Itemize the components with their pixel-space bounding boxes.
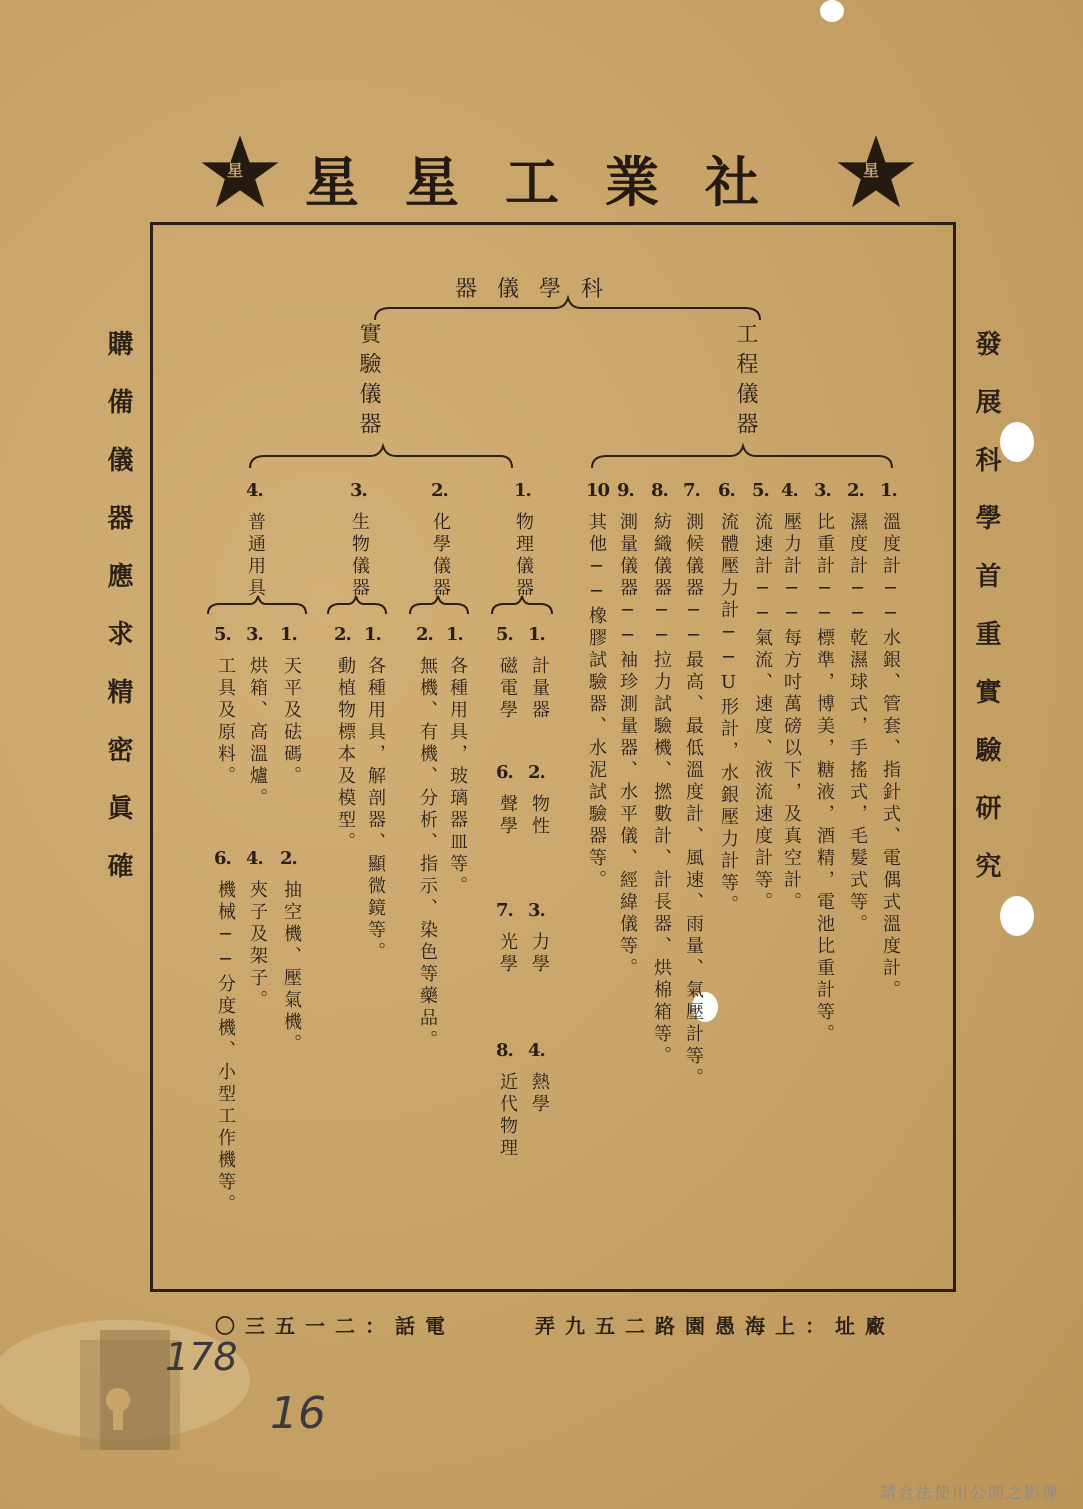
biology-item-text: 各種用具，解剖器、顯微鏡等。 xyxy=(365,656,386,964)
general-item-number: 1. xyxy=(280,624,297,645)
eng-item-text: 流體壓力計──U形計，水銀壓力計等。 xyxy=(718,512,739,917)
eng-item-number: 7. xyxy=(683,480,700,501)
star-logo-left: 星 xyxy=(200,132,280,212)
eng-item-text: 溫度計──水銀、管套、指針式、電偶式溫度計。 xyxy=(880,512,901,1002)
chemistry-item-text: 無機、有機、分析、指示、染色等藥品。 xyxy=(417,656,438,1052)
root-category: 科學儀器 xyxy=(455,277,624,302)
general-item-number: 4. xyxy=(246,848,263,869)
general-item-number: 5. xyxy=(214,624,231,645)
physics-item-number: 7. xyxy=(496,900,513,921)
eng-item-number: 1. xyxy=(880,480,897,501)
chemistry-item-number: 2. xyxy=(416,624,433,645)
chemistry-item-text: 各種用具，玻璃器皿等。 xyxy=(447,656,468,898)
eng-item-number: 2. xyxy=(847,480,864,501)
biology-item-number: 1. xyxy=(364,624,381,645)
general-item-text: 機械──分度機、小型工作機等。 xyxy=(215,880,236,1216)
category-number: 3. xyxy=(350,480,367,501)
star-logo-right: 星 xyxy=(836,132,916,212)
physics-item-text: 磁電學 xyxy=(497,656,518,722)
eng-item-text: 測候儀器──最高、最低溫度計、風速、雨量、氣壓計等。 xyxy=(683,512,704,1090)
general-item-text: 工具及原料。 xyxy=(215,656,236,788)
eng-item-text: 濕度計──乾濕球式，手搖式，毛髮式等。 xyxy=(847,512,868,936)
physics-item-number: 2. xyxy=(528,762,545,783)
category-number: 4. xyxy=(246,480,263,501)
archive-stamp-graphic xyxy=(0,1310,260,1470)
physics-item-number: 4. xyxy=(528,1040,545,1061)
eng-item-number: 8. xyxy=(651,480,668,501)
biology-item-text: 動植物標本及模型。 xyxy=(335,656,356,854)
general-item-text: 夾子及架子。 xyxy=(247,880,268,1012)
factory-address: 廠址：上海愚園路二五九弄 xyxy=(535,1314,895,1338)
physics-item-text: 計量器 xyxy=(529,656,550,722)
left-slogan: 購備儀器應求精密眞確 xyxy=(103,330,133,910)
eng-item-text: 流速計──氣流、速度、液流速度計等。 xyxy=(752,512,773,914)
physics-item-text: 近代物理 xyxy=(497,1072,518,1160)
right-slogan: 發展科學首重實驗研究 xyxy=(971,330,1001,910)
branch-experimental: 實驗儀器 xyxy=(356,322,381,442)
general-item-text: 天平及砝碼。 xyxy=(281,656,302,788)
general-item-number: 6. xyxy=(214,848,231,869)
physics-item-text: 熱學 xyxy=(529,1072,550,1116)
eng-item-number: 10 xyxy=(586,480,610,501)
eng-item-number: 3. xyxy=(814,480,831,501)
physics-item-number: 1. xyxy=(528,624,545,645)
handwritten-page-number: 16 xyxy=(270,1388,326,1439)
general-item-number: 3. xyxy=(246,624,263,645)
physics-item-number: 3. xyxy=(528,900,545,921)
eng-item-text: 比重計──標準，博美，糖液，酒精，電池比重計等。 xyxy=(814,512,835,1046)
category-general: 普通用具 xyxy=(245,512,266,600)
eng-item-text: 壓力計──每方吋萬磅以下，及真空計。 xyxy=(781,512,802,914)
physics-item-number: 8. xyxy=(496,1040,513,1061)
physics-item-number: 5. xyxy=(496,624,513,645)
usage-watermark: 請合法使用公開之影像 xyxy=(880,1483,1061,1502)
handwritten-archive-number: 178 xyxy=(165,1335,238,1379)
eng-item-text: 測量儀器──袖珍測量器、水平儀、經緯儀等。 xyxy=(617,512,638,980)
category-biology: 生物儀器 xyxy=(349,512,370,600)
category-number: 1. xyxy=(514,480,531,501)
physics-item-text: 力學 xyxy=(529,932,550,976)
physics-item-number: 6. xyxy=(496,762,513,783)
eng-item-number: 6. xyxy=(718,480,735,501)
biology-item-number: 2. xyxy=(334,624,351,645)
general-item-number: 2. xyxy=(280,848,297,869)
eng-item-number: 4. xyxy=(781,480,798,501)
branch-engineering: 工程儀器 xyxy=(733,322,758,442)
eng-item-number: 5. xyxy=(752,480,769,501)
physics-item-text: 聲學 xyxy=(497,794,518,838)
general-item-text: 烘箱、高溫爐。 xyxy=(247,656,268,810)
physics-item-text: 光學 xyxy=(497,932,518,976)
general-item-text: 抽空機、壓氣機。 xyxy=(281,880,302,1056)
phone-number: 電話：二一五三〇 xyxy=(215,1314,455,1338)
category-number: 2. xyxy=(431,480,448,501)
eng-item-text: 紡織儀器──拉力試驗機、撚數計、計長器、烘棉箱等。 xyxy=(651,512,672,1068)
physics-item-text: 物性 xyxy=(529,794,550,838)
eng-item-text: 其他──橡膠試驗器、水泥試驗器等。 xyxy=(586,512,607,892)
company-name: 星星工業社 xyxy=(305,150,805,214)
category-chemistry: 化學儀器 xyxy=(430,512,451,600)
chemistry-item-number: 1. xyxy=(446,624,463,645)
category-physics: 物理儀器 xyxy=(513,512,534,600)
eng-item-number: 9. xyxy=(617,480,634,501)
